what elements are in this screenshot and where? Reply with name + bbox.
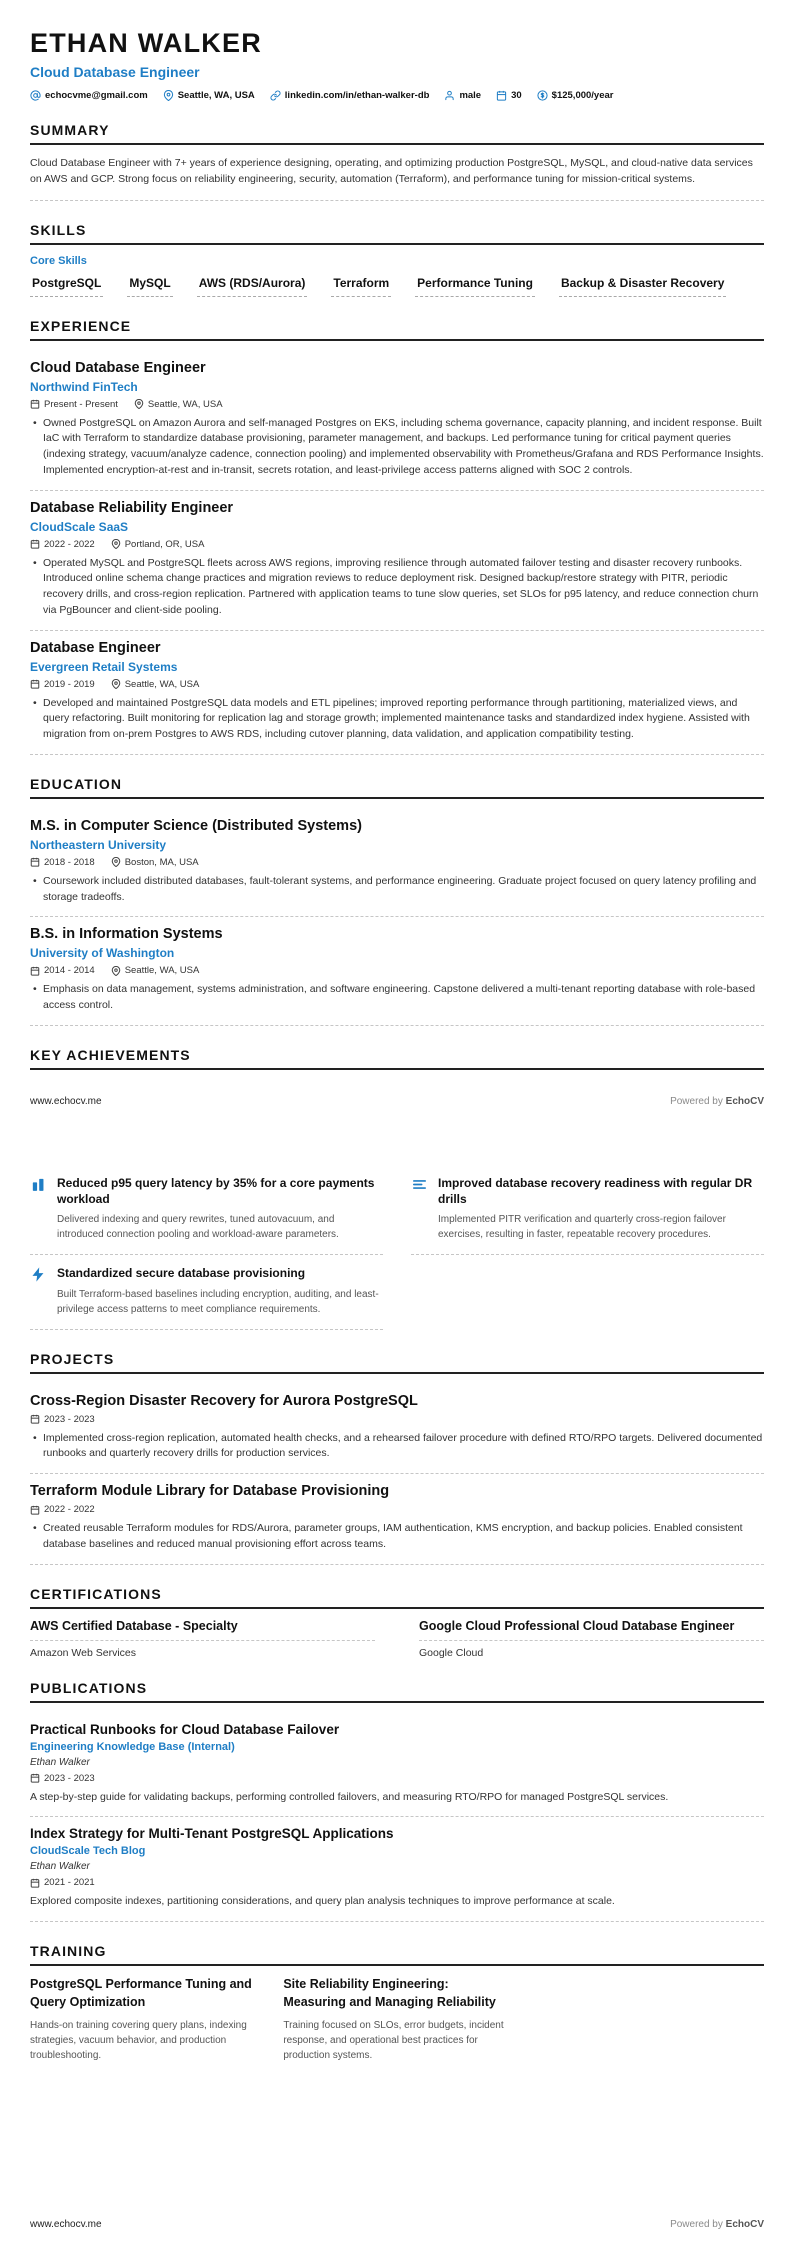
section-certifications: [30, 1586, 764, 1659]
training-item: [283, 1976, 510, 2063]
education-date-text: 2018 - 2018: [44, 856, 95, 868]
job-date-text: Present - Present: [44, 398, 118, 410]
contact-salary: [537, 90, 614, 101]
job-title: Database Engineer: [30, 639, 161, 656]
location-icon: [111, 857, 121, 867]
summary-text: Cloud Database Engineer with 7+ years of experience designing, operating, and optimizing production PostgreSQL, MySQL, and cloud-native data services on AWS and GCP. Strong focus on reliability engineering, security, automation (Terraform), and performance tuning for mission-critical systems.: [30, 155, 764, 201]
location-icon: [111, 679, 121, 689]
calendar-icon: [30, 1773, 40, 1783]
education-date: [30, 857, 95, 868]
candidate-title: Cloud Database Engineer: [30, 64, 200, 80]
job-company: Evergreen Retail Systems: [30, 659, 178, 674]
skill-tag: PostgreSQL: [30, 276, 103, 297]
certification-item: [30, 1619, 375, 1659]
summary-heading: SUMMARY: [30, 122, 764, 145]
contact-row: [30, 90, 764, 101]
footer-site-link[interactable]: www.echocv.me: [30, 2219, 102, 2230]
person-icon: [444, 90, 455, 101]
project-entry: [30, 1474, 764, 1565]
skill-tag: Terraform: [331, 276, 391, 297]
project-meta: [30, 1504, 764, 1515]
job-location: [111, 539, 205, 550]
link-icon: [270, 90, 281, 101]
publication-date-text: 2023 - 2023: [44, 1772, 95, 1784]
contact-linkedin-text: linkedin.com/in/ethan-walker-db: [284, 90, 430, 101]
certification-title: AWS Certified Database - Specialty: [30, 1619, 375, 1641]
education-location-text: Boston, MA, USA: [124, 856, 199, 868]
school-name: Northeastern University: [30, 837, 167, 852]
job-meta: [30, 539, 764, 550]
list-lines-icon: [411, 1176, 428, 1193]
skill-tag: MySQL: [127, 276, 172, 297]
training-title: Site Reliability Engineering: Measuring and Managing Reliability: [283, 1977, 496, 2009]
contact-location: [163, 90, 255, 101]
powered-by-brand: EchoCV: [725, 1096, 764, 1107]
publication-entry: [30, 1817, 764, 1922]
achievement-item: [411, 1165, 764, 1255]
education-location: [111, 965, 200, 976]
certification-item: [419, 1619, 764, 1659]
candidate-name: ETHAN WALKER: [30, 28, 262, 58]
calendar-icon: [30, 857, 40, 867]
achievement-text: Implemented PITR verification and quarterly cross-region failover exercises, resulting in faster, repeatable recovery procedures.: [438, 1214, 726, 1241]
powered-by-brand: EchoCV: [725, 2219, 764, 2230]
job-title: Database Reliability Engineer: [30, 499, 234, 516]
education-heading: EDUCATION: [30, 776, 764, 799]
skill-tag: Performance Tuning: [415, 276, 535, 297]
contact-gender-text: male: [459, 90, 482, 101]
powered-by-prefix: Powered by: [670, 2219, 723, 2230]
experience-entry: [30, 351, 764, 491]
skills-group-label: Core Skills: [30, 254, 87, 267]
location-icon: [111, 966, 121, 976]
degree-title: B.S. in Information Systems: [30, 926, 223, 943]
achievement-body: [57, 1265, 383, 1316]
page-1-footer: [30, 1096, 764, 1107]
resume-header: [30, 28, 764, 101]
contact-location-text: Seattle, WA, USA: [177, 90, 255, 101]
education-entry: [30, 917, 764, 1026]
training-desc: Training focused on SLOs, error budgets, incident response, and operational best practices for production systems.: [283, 2020, 504, 2062]
publication-source: CloudScale Tech Blog: [30, 1845, 146, 1858]
job-location-text: Seattle, WA, USA: [147, 398, 223, 410]
calendar-icon: [30, 679, 40, 689]
footer-site-link[interactable]: www.echocv.me: [30, 1096, 102, 1107]
job-title: Cloud Database Engineer: [30, 359, 206, 376]
page-2-footer: [30, 2219, 764, 2230]
email-icon: [30, 90, 41, 101]
training-title: PostgreSQL Performance Tuning and Query Optimization: [30, 1977, 252, 2009]
skill-tag: AWS (RDS/Aurora): [197, 276, 308, 297]
publication-entry: [30, 1713, 764, 1818]
achievement-text: Delivered indexing and query rewrites, tuned autovacuum, and introduced connection pooling and workload-aware parameters.: [57, 1214, 339, 1241]
education-location: [111, 857, 199, 868]
education-bullet: • Coursework included distributed databases, fault-tolerant systems, and performance engineering. Graduate project focused on query latency profiling and storage tradeoffs.: [30, 874, 764, 906]
calendar-icon: [30, 1505, 40, 1515]
certification-issuer: Google Cloud: [419, 1646, 484, 1659]
section-summary: [30, 122, 764, 201]
education-bullet: • Emphasis on data management, systems administration, and software engineering. Capstone delivered a multi-tenant reporting database with role-based access control.: [30, 982, 764, 1014]
publication-title: Practical Runbooks for Cloud Database Failover: [30, 1721, 340, 1737]
education-meta: [30, 965, 764, 976]
job-bullet: • Operated MySQL and PostgreSQL fleets across AWS regions, improving resilience through automated failover testing and disaster recovery runbooks. Introduced online schema change practices and migration reviews to reduce deployment risk. Designed backup/restore strategy with PITR, periodic recovery drills, and cross-region replication. Partnered with application teams to tune slow queries, set SLOs for p95 latency, and reduce connection churn via PgBouncer and client-side pooling.: [30, 556, 764, 619]
project-title: Terraform Module Library for Database Provisioning: [30, 1483, 390, 1500]
bar-chart-icon: [30, 1176, 47, 1193]
project-bullet: • Implemented cross-region replication, automated health checks, and a rehearsed failover procedure with defined RTO/RPO targets. Delivered documented runbooks and quarterly recovery drills for production services.: [30, 1431, 764, 1463]
section-education: [30, 776, 764, 1026]
job-bullet: • Developed and maintained PostgreSQL data models and ETL pipelines; improved reporting performance through partitioning, materialized views, and query refactoring. Built monitoring for replication lag and storage growth; implemented maintenance tasks and standardized index hygiene. Assisted with migration from on-prem Postgres to AWS RDS, including cutover planning, data validation, and application compatibility testing.: [30, 696, 764, 743]
publication-desc: Explored composite indexes, partitioning considerations, and query plan analysis techniques to improve performance at scale.: [30, 1895, 615, 1908]
contact-email-text: echocvme@gmail.com: [45, 90, 148, 101]
job-date-text: 2019 - 2019: [44, 678, 95, 690]
location-icon: [111, 539, 121, 549]
calendar-icon: [30, 399, 40, 409]
project-date: [30, 1504, 95, 1515]
calendar-icon: [30, 1414, 40, 1424]
experience-entry: [30, 491, 764, 631]
lightning-icon: [30, 1266, 47, 1283]
project-meta: [30, 1414, 764, 1425]
publication-title: Index Strategy for Multi-Tenant PostgreSQL Applications: [30, 1826, 394, 1842]
job-date: [30, 679, 95, 690]
certifications-grid: [30, 1619, 764, 1659]
skills-heading: SKILLS: [30, 222, 764, 245]
powered-by-prefix: Powered by: [670, 1096, 723, 1107]
training-item: [30, 1976, 257, 2063]
project-date-text: 2023 - 2023: [44, 1413, 95, 1425]
publication-author: Ethan Walker: [30, 1756, 90, 1768]
job-location: [134, 399, 223, 410]
calendar-icon: [30, 966, 40, 976]
section-projects: [30, 1351, 764, 1565]
education-date-text: 2014 - 2014: [44, 965, 95, 977]
calendar-icon: [30, 539, 40, 549]
publication-author: Ethan Walker: [30, 1861, 90, 1873]
certifications-heading: CERTIFICATIONS: [30, 1586, 764, 1609]
job-meta: [30, 679, 764, 690]
publication-meta: [30, 1877, 764, 1888]
contact-gender: [444, 90, 481, 101]
education-entry: [30, 809, 764, 918]
project-entry: [30, 1384, 764, 1475]
resume-page-2: [0, 1123, 794, 2246]
calendar-icon: [496, 90, 507, 101]
job-date: [30, 399, 118, 410]
certification-issuer: Amazon Web Services: [30, 1646, 137, 1659]
achievement-title: Standardized secure database provisioning: [57, 1266, 306, 1281]
achievement-title: Reduced p95 query latency by 35% for a core payments workload: [57, 1176, 375, 1207]
job-company: CloudScale SaaS: [30, 519, 129, 534]
training-heading: TRAINING: [30, 1943, 764, 1966]
contact-linkedin[interactable]: [270, 90, 430, 101]
project-date: [30, 1414, 95, 1425]
achievement-body: [57, 1175, 383, 1242]
education-meta: [30, 857, 764, 868]
job-date-text: 2022 - 2022: [44, 538, 95, 550]
publication-date-text: 2021 - 2021: [44, 1877, 95, 1889]
job-date: [30, 539, 95, 550]
publication-date: [30, 1773, 95, 1784]
certification-title: Google Cloud Professional Cloud Database Engineer: [419, 1619, 764, 1641]
project-title: Cross-Region Disaster Recovery for Aurora PostgreSQL: [30, 1392, 418, 1409]
achievement-item: [30, 1165, 383, 1255]
project-bullet: • Created reusable Terraform modules for RDS/Aurora, parameter groups, IAM authentication, KMS encryption, and backup policies. Enabled consistent database baselines and reduced manual provisioning effort across teams.: [30, 1521, 764, 1553]
job-location-text: Seattle, WA, USA: [124, 678, 200, 690]
job-bullet: • Owned PostgreSQL on Amazon Aurora and self-managed Postgres on EKS, including schema governance, capacity planning, and incident response. Built IaC with Terraform to standardize database provisioning, parameter management, and backups. Led performance tuning for critical payment queries (indexing strategy, vacuum/analyze cadence, connection pooling) and implemented observability with Prometheus/Grafana and RDS Performance Insights. Implemented encryption-at-rest and in-transit, secrets rotation, and least-privilege access patterns aligned with SOC 2 controls.: [30, 416, 764, 479]
section-publications: [30, 1680, 764, 1923]
school-name: University of Washington: [30, 946, 175, 961]
section-training: [30, 1943, 764, 2063]
publication-date: [30, 1877, 95, 1888]
achievements-heading: KEY ACHIEVEMENTS: [30, 1047, 764, 1070]
projects-heading: PROJECTS: [30, 1351, 764, 1374]
training-desc: Hands-on training covering query plans, indexing strategies, vacuum behavior, and production troubleshooting.: [30, 2020, 247, 2062]
contact-email[interactable]: [30, 90, 148, 101]
training-grid: [30, 1976, 764, 2063]
job-meta: [30, 399, 764, 410]
skill-tags: [30, 276, 764, 297]
job-location: [111, 679, 200, 690]
powered-by: [670, 2219, 764, 2230]
publications-heading: PUBLICATIONS: [30, 1680, 764, 1703]
education-date: [30, 965, 95, 976]
skill-tag: Backup & Disaster Recovery: [559, 276, 726, 297]
experience-entry: [30, 631, 764, 755]
contact-age-text: 30: [511, 90, 522, 101]
publication-desc: A step-by-step guide for validating backups, performing controlled failovers, and measuring RTO/RPO for managed PostgreSQL services.: [30, 1790, 669, 1803]
achievement-text: Built Terraform-based baselines including encryption, auditing, and least-privilege access patterns to meet compliance requirements.: [57, 1288, 379, 1315]
contact-salary-text: $125,000/year: [551, 90, 614, 101]
education-location-text: Seattle, WA, USA: [124, 965, 200, 977]
powered-by: [670, 1096, 764, 1107]
achievement-title: Improved database recovery readiness with regular DR drills: [438, 1176, 753, 1207]
location-icon: [163, 90, 174, 101]
achievements-grid: [30, 1165, 764, 1330]
job-location-text: Portland, OR, USA: [124, 538, 205, 550]
achievement-item: [30, 1255, 383, 1329]
section-experience: [30, 318, 764, 755]
publication-source: Engineering Knowledge Base (Internal): [30, 1740, 235, 1753]
section-key-achievements-heading: [30, 1047, 764, 1070]
contact-age: [496, 90, 522, 101]
job-company: Northwind FinTech: [30, 379, 138, 394]
achievement-body: [438, 1175, 764, 1242]
degree-title: M.S. in Computer Science (Distributed Systems): [30, 817, 362, 834]
dollar-icon: [537, 90, 548, 101]
experience-heading: EXPERIENCE: [30, 318, 764, 341]
location-icon: [134, 399, 144, 409]
project-date-text: 2022 - 2022: [44, 1504, 95, 1516]
calendar-icon: [30, 1878, 40, 1888]
section-skills: [30, 222, 764, 297]
publication-meta: [30, 1773, 764, 1784]
